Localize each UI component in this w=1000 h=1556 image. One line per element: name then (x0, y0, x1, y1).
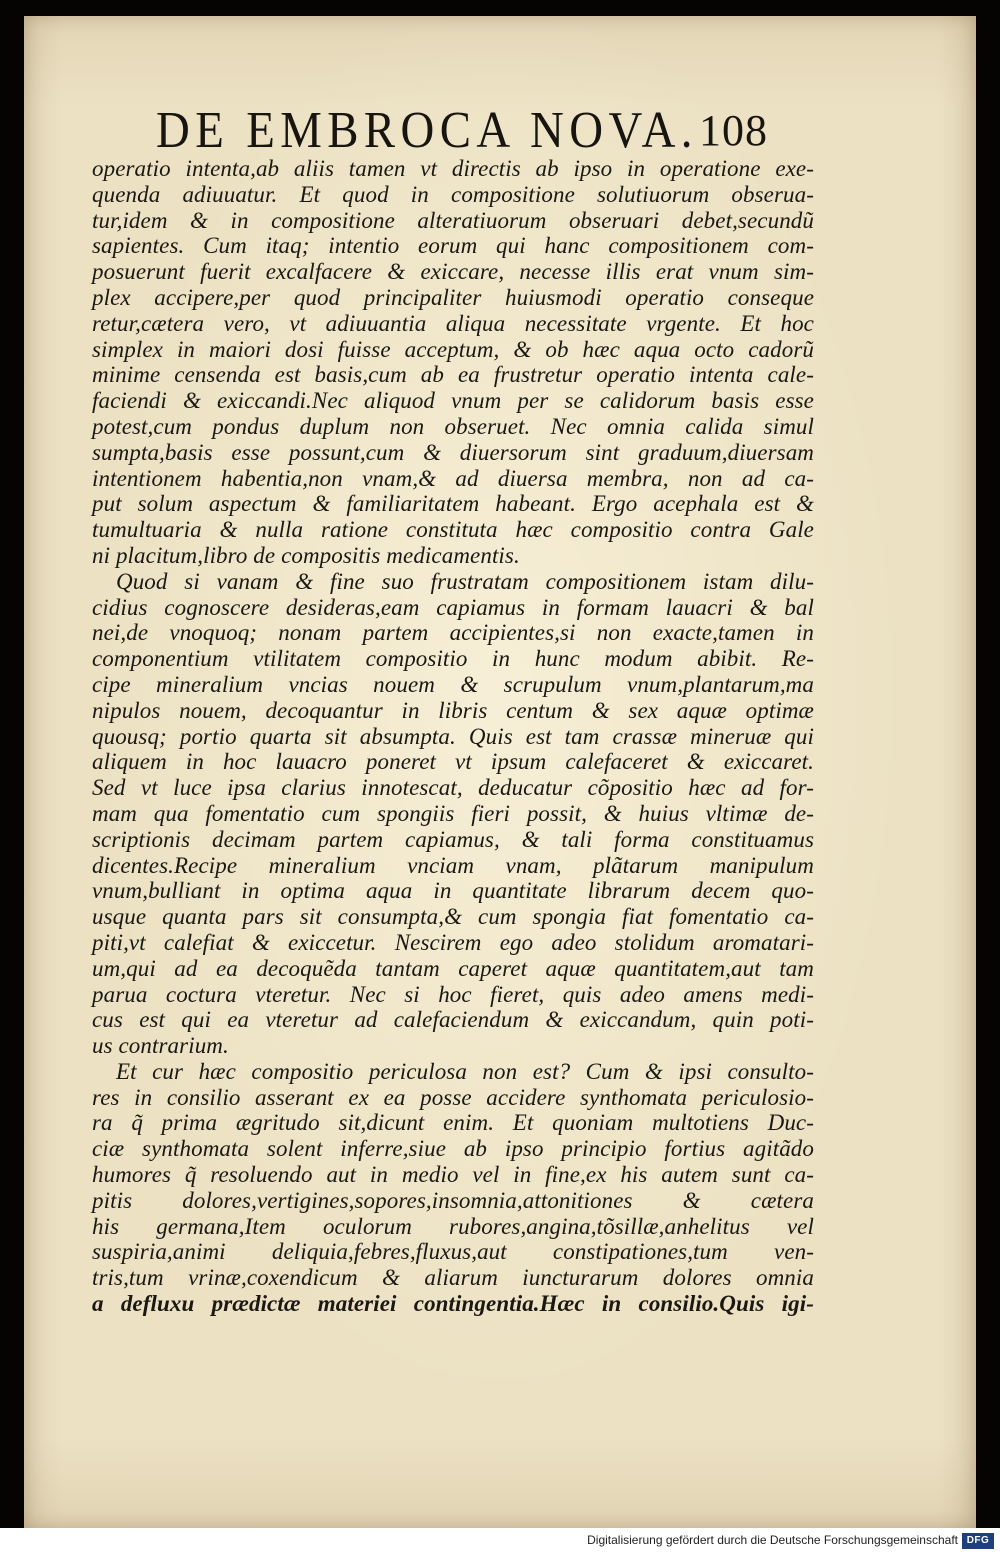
text-line: quenda adiuuatur. Et quod in compositione solutiuorum obserua- (92, 181, 814, 207)
body-text (92, 156, 814, 1317)
text-line: retur,cætera vero, vt adiuuantia aliqua necessitate vrgente. Et hoc (92, 310, 814, 336)
paragraph-start-line: Et cur hæc compositio periculosa non est? Cum & ipsi consulto- (116, 1058, 814, 1084)
text-line: ra q̃ prima ægritudo sit,dicunt enim. Et quoniam multotiens Duc- (92, 1110, 814, 1136)
funding-credit: Digitalisierung gefördert durch die Deutsche Forschungsgemeinschaft (587, 1533, 958, 1547)
text-line: cipe mineralium vncias nouem & scrupulum vnum,plantarum,ma (92, 671, 814, 697)
digitization-footer (0, 1528, 1000, 1556)
text-line: potest,cum pondus duplum non obseruet. Nec omnia calida simul (92, 413, 814, 439)
text-line: tris,tum vrinæ,coxendicum & aliarum iuncturarum dolores omnia (92, 1265, 814, 1291)
text-line: cidius cognoscere desideras,eam capiamus in formam lauacri & bal (92, 594, 814, 620)
paragraph-end-line: us contrarium. (92, 1033, 229, 1059)
text-line: res in consilio asserant ex ea posse accidere synthomata periculosio- (92, 1084, 814, 1110)
paragraph-start-line: Quod si vanam & fine suo frustratam compositionem istam dilu- (116, 568, 814, 594)
text-line: nei,de vnoquoq; nonam partem accipientes,si non exacte,tamen in (92, 620, 814, 646)
text-line: Sed vt luce ipsa clarius innotescat, deducatur cõpositio hæc ad for- (92, 775, 814, 801)
text-line: dicentes.Recipe mineralium vnciam vnam, plãtarum manipulum (92, 852, 814, 878)
text-line: quousq; portio quarta sit absumpta. Quis est tam crassæ mineruæ qui (92, 723, 814, 749)
text-line: scriptionis decimam partem capiamus, & tali forma constituamus (92, 826, 814, 852)
running-title: DE EMBROCA NOVA. (156, 102, 698, 159)
text-line: pitis dolores,vertigines,sopores,insomnia,attonitiones & cætera (92, 1187, 814, 1213)
text-line: simplex in maiori dosi fuisse acceptum, & ob hæc aqua octo cadorũ (92, 336, 814, 362)
catchword-line: a defluxu prædictæ materiei contingentia.Hæc in consilio.Quis igi- (92, 1291, 814, 1317)
text-line: ciæ synthomata solent inferre,siue ab ipso principio fortius agitãdo (92, 1136, 814, 1162)
page-number: 108 (699, 106, 768, 155)
text-line: componentium vtilitatem compositio in hunc modum abibit. Re- (92, 646, 814, 672)
text-line: his germana,Item oculorum rubores,angina,tõsillæ,anhelitus vel (92, 1213, 814, 1239)
book-page (24, 16, 976, 1528)
text-line: humores q̃ resoluendo aut in medio vel in fine,ex his autem sunt ca- (92, 1162, 814, 1188)
text-line: plex accipere,per quod principaliter huiusmodi operatio conseque (92, 284, 814, 310)
text-line: sapientes. Cum itaq; intentio eorum qui hanc compositionem com- (92, 233, 814, 259)
text-line: vnum,bulliant in optima aqua in quantitate librarum decem quo- (92, 878, 814, 904)
text-line: faciendi & exiccandi.Nec aliquod vnum per se calidorum basis esse (92, 388, 814, 414)
text-line: suspiria,animi deliquia,febres,fluxus,aut constipationes,tum ven- (92, 1239, 814, 1265)
text-line: parua coctura vteretur. Nec si hoc fieret, quis adeo amens medi- (92, 981, 814, 1007)
text-line: usque quanta pars sit consumpta,& cum spongia fiat fomentatio ca- (92, 904, 814, 930)
text-line: sumpta,basis esse possunt,cum & diuersorum sint graduum,diuersam (92, 439, 814, 465)
text-line: posuerunt fuerit excalfacere & exiccare, necesse illis erat vnum sim- (92, 259, 814, 285)
text-line: aliquem in hoc lauacro poneret vt ipsum calefaceret & exiccaret. (92, 749, 814, 775)
paragraph-end-line: ni placitum,libro de compositis medicamentis. (92, 542, 520, 568)
text-line: mam qua fomentatio cum spongiis fieri possit, & huius vltimæ de- (92, 800, 814, 826)
text-line: minime censenda est basis,cum ab ea frustretur operatio intenta cale- (92, 362, 814, 388)
text-line: intentionem habentia,non vnam,& ad diuersa membra, non ad ca- (92, 465, 814, 491)
text-line: cus est qui ea vteretur ad calefaciendum & exiccandum, quin poti- (92, 1007, 814, 1033)
dfg-logo: DFG (962, 1533, 994, 1549)
text-line: piti,vt calefiat & exiccetur. Nescirem ego adeo stolidum aromatari- (92, 929, 814, 955)
text-line: nipulos nouem, decoquantur in libris centum & sex aquæ optimæ (92, 697, 814, 723)
text-line: put solum aspectum & familiaritatem habeant. Ergo acephala est & (92, 491, 814, 517)
page-content (24, 16, 976, 1528)
text-line: tur,idem & in compositione alteratiuorum obseruari debet,secundũ (92, 207, 814, 233)
text-line: um,qui ad ea decoquẽda tantam caperet aquæ quantitatem,aut tam (92, 955, 814, 981)
text-line: operatio intenta,ab aliis tamen vt directis ab ipso in operatione exe- (92, 156, 814, 181)
text-line: tumultuaria & nulla ratione constituta hæc compositio contra Gale (92, 517, 814, 543)
running-head (156, 98, 768, 164)
